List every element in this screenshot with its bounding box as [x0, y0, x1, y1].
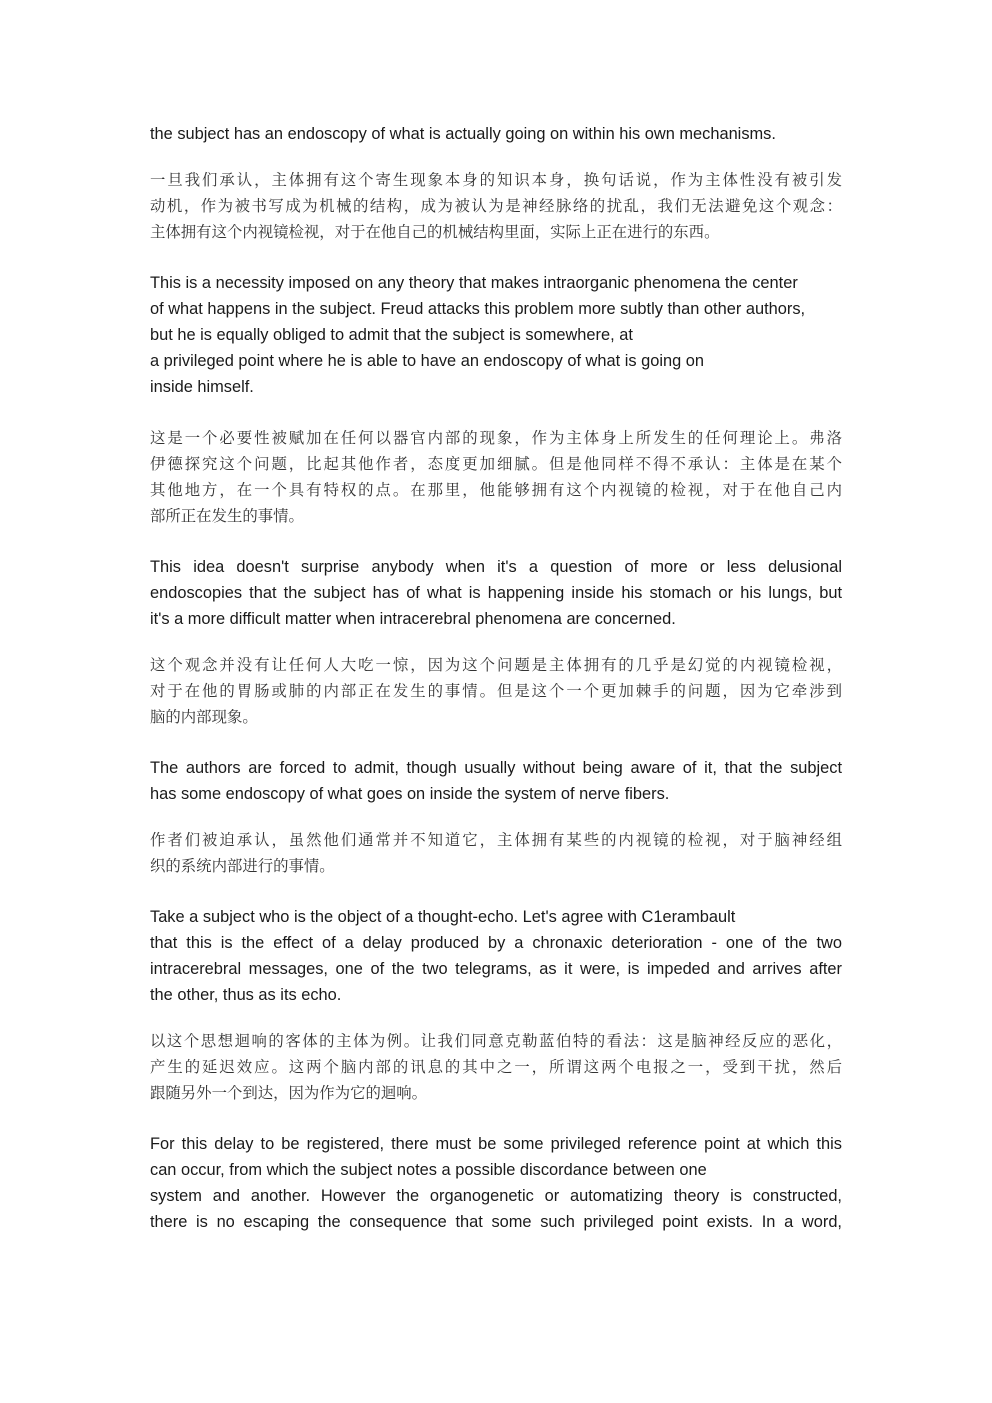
- text-line: For this delay to be registered, there must be some privileged reference point at which this: [150, 1135, 842, 1153]
- text-line: 其他地方，在一个具有特权的点。在那里，他能够拥有这个内视镜的检视，对于在他自己内: [150, 481, 842, 499]
- text-line: of what happens in the subject. Freud attacks this problem more subtly than other authors,: [150, 300, 806, 318]
- text-line: 这个观念并没有让任何人大吃一惊，因为这个问题是主体拥有的几乎是幻觉的内视镜检视，: [150, 656, 842, 674]
- text-line: endoscopies that the subject has of what is happening inside his stomach or his lungs, but: [150, 584, 842, 602]
- document-body: [150, 121, 842, 1235]
- text-line: 跟随另外一个到达，因为作为它的迴响。: [150, 1084, 428, 1102]
- text-line: intracerebral messages, one of the two telegrams, as it were, is impeded and arrives after: [150, 960, 842, 978]
- text-line: has some endoscopy of what goes on inside the system of nerve fibers.: [150, 785, 670, 803]
- text-line: the other, thus as its echo.: [150, 986, 342, 1004]
- text-line: a privileged point where he is able to have an endoscopy of what is going on: [150, 352, 705, 370]
- paragraph-en: [150, 121, 842, 147]
- text-line: the subject has an endoscopy of what is actually going on within his own mechanisms.: [150, 125, 776, 143]
- paragraph-en: [150, 904, 842, 1008]
- text-line: that this is the effect of a delay produced by a chronaxic deterioration - one of the two: [150, 934, 842, 952]
- text-line: 部所正在发生的事情。: [150, 507, 304, 525]
- text-line: system and another. However the organogenetic or automatizing theory is constructed,: [150, 1187, 842, 1205]
- paragraph-en: [150, 755, 842, 807]
- text-line: 对于在他的胃肠或肺的内部正在发生的事情。但是这个一个更加棘手的问题，因为它牵涉到: [150, 682, 842, 700]
- text-line: 以这个思想迴响的客体的主体为例。让我们同意克勒蓝伯特的看法：这是脑神经反应的恶化，: [150, 1032, 842, 1050]
- text-line: 作者们被迫承认，虽然他们通常并不知道它，主体拥有某些的内视镜的检视，对于脑神经组: [150, 831, 842, 849]
- text-line: 织的系统内部进行的事情。: [150, 857, 335, 875]
- text-line: 脑的内部现象。: [150, 708, 258, 726]
- paragraph-zh: [150, 1028, 842, 1106]
- text-line: This is a necessity imposed on any theory that makes intraorganic phenomena the center: [150, 274, 798, 292]
- text-line: inside himself.: [150, 378, 254, 396]
- text-line: This idea doesn't surprise anybody when it's a question of more or less delusional: [150, 558, 842, 576]
- paragraph-zh: [150, 827, 842, 879]
- paragraph-en: [150, 554, 842, 632]
- text-line: 这是一个必要性被赋加在任何以器官内部的现象，作为主体身上所发生的任何理论上。弗洛: [150, 429, 842, 447]
- paragraph-en: [150, 1131, 842, 1235]
- text-line: Take a subject who is the object of a thought-echo. Let's agree with C1erambault: [150, 908, 736, 926]
- paragraph-zh: [150, 167, 842, 245]
- paragraph-en: [150, 270, 842, 400]
- text-line: 伊德探究这个问题，比起其他作者，态度更加细腻。但是他同样不得不承认：主体是在某个: [150, 455, 842, 473]
- paragraph-zh: [150, 425, 842, 529]
- text-line: 动机，作为被书写成为机械的结构，成为被认为是神经脉络的扰乱，我们无法避免这个观念：: [150, 197, 842, 215]
- text-line: 主体拥有这个内视镜检视，对于在他自己的机械结构里面，实际上正在进行的东西。: [150, 223, 720, 241]
- text-line: it's a more difficult matter when intracerebral phenomena are concerned.: [150, 610, 676, 628]
- text-line: 一旦我们承认，主体拥有这个寄生现象本身的知识本身，换句话说，作为主体性没有被引发: [150, 171, 842, 189]
- text-line: 产生的延迟效应。这两个脑内部的讯息的其中之一，所谓这两个电报之一，受到干扰，然后: [150, 1058, 842, 1076]
- text-line: there is no escaping the consequence that some such privileged point exists. In a word,: [150, 1213, 842, 1231]
- paragraph-zh: [150, 652, 842, 730]
- text-line: can occur, from which the subject notes a possible discordance between one: [150, 1161, 707, 1179]
- text-line: The authors are forced to admit, though usually without being aware of it, that the subject: [150, 759, 842, 777]
- text-line: but he is equally obliged to admit that the subject is somewhere, at: [150, 326, 633, 344]
